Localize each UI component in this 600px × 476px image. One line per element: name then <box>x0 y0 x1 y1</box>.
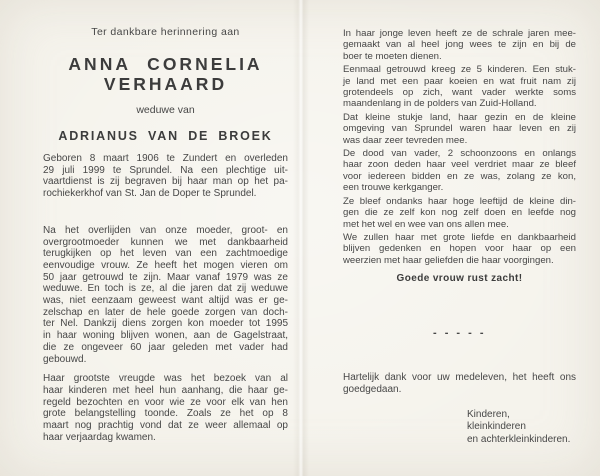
separator-dashes: - - - - - <box>432 327 487 340</box>
relation-label: weduwe van <box>136 104 195 116</box>
text-line: gemaakt van al heel jong wees te zijn en bij de <box>343 39 576 51</box>
deceased-name-line: VERHAARD <box>103 73 228 94</box>
text-line: Hartelijk dank voor uw medeleven, het heeft ons <box>343 372 576 384</box>
text-line: eenvoudige vrouw. Ze heeft het mogen vieren om <box>43 259 288 271</box>
text-line: regeld bezochten en voor wie ze voor elk van hen <box>43 396 288 408</box>
text-line: De dood van vader, 2 schoonzoons en onlangs <box>343 148 576 160</box>
text-line: overgrootmoeder kunnen we met dankbaarheid <box>43 236 288 248</box>
text-line: maart nog prachtig vond dat ze weer allemaal op <box>43 420 288 432</box>
text-line: grote belangstelling toonde. Zoals ze het op 8 <box>43 408 288 420</box>
signature-block <box>343 409 576 447</box>
text-line: rochiekerkhof van St. Jan de Doper te Sprundel. <box>43 188 257 200</box>
text-line: vaartdienst is zij begraven bij haar man op het pa- <box>43 176 288 188</box>
paragraph <box>343 28 576 62</box>
text-line: maandenlang in de polders van Zuid-Holland. <box>343 98 537 110</box>
text-line: Ze bleef ondanks haar hoge leeftijd de kleine din- <box>343 195 576 207</box>
text-line: Haar grootste vreugde was het bezoek van al <box>43 373 288 385</box>
text-line: met het wel en wee van ons allen mee. <box>343 218 509 230</box>
text-line: gen die ze zelf kon nog zelf doen en leefde nog <box>343 207 576 219</box>
left-page <box>43 0 288 443</box>
paragraph <box>343 64 576 110</box>
card-fold-line <box>293 0 309 476</box>
text-line: We zullen haar met grote liefde en dankbaarheid <box>343 231 576 243</box>
signature-line: Kinderen, <box>467 408 510 420</box>
left-biography <box>43 153 288 443</box>
paragraph <box>343 232 576 266</box>
deceased-name <box>43 55 288 94</box>
text-line: grotendeels op zich, want vader werkte soms <box>343 87 576 99</box>
text-line: Eenmaal getrouwd kreeg ze 5 kinderen. Een stuk- <box>343 64 576 76</box>
text-line: een trouwe kerkganger. <box>343 182 444 194</box>
text-line: haar verjaardag kwamen. <box>43 431 156 443</box>
text-line: in haar woning blijven wonen, aan de Gagelstraat, <box>43 330 288 342</box>
text-line: In haar jonge leven heeft ze de schrale jaren mee- <box>343 28 576 39</box>
paragraph <box>343 196 576 230</box>
deceased-name-line: ANNA CORNELIA <box>68 54 263 74</box>
text-line: was, niet eenzaam geweest want altijd was er ge- <box>43 295 288 307</box>
right-biography <box>343 28 576 266</box>
text-line: goedgedaan. <box>343 383 402 395</box>
text-line: Dat kleine stukje land, haar gezin en de kleine <box>343 111 576 123</box>
text-line: gebouwd. <box>43 353 87 365</box>
thanks-note <box>343 372 576 395</box>
paragraph <box>43 373 288 443</box>
paragraph <box>343 148 576 194</box>
text-line: die ze ongeveer 60 jaar geleden met vader had <box>43 341 288 353</box>
text-line: haar kinderen met heel hun aanhang, die haar ge- <box>43 384 288 396</box>
signature-line: en achterkleinkinderen. <box>467 434 571 446</box>
paragraph <box>343 112 576 146</box>
text-line: haar zoon deden haar veel verdriet maar ze bleef <box>343 159 576 171</box>
text-line: boer te moeten dienen. <box>343 50 442 62</box>
text-line: omgeving van Sprundel waren haar leven en zij <box>343 123 576 135</box>
text-line: terugkijken op het leven van een zachtmoedige <box>43 248 288 260</box>
paragraph <box>43 153 288 200</box>
text-line: ter Nel. Dankzij diens zorgen kon moeder tot 1995 <box>43 318 288 330</box>
intro-line: Ter dankbare herinnering aan <box>91 26 240 38</box>
paragraph <box>43 225 288 365</box>
paragraph <box>343 372 576 395</box>
text-line: blijven gedenken en hopen voor haar op een <box>343 243 576 255</box>
text-line: weduwe. En toch is ze, al die jaren dat zij weduwe <box>43 283 288 295</box>
husband-name: ADRIANUS VAN DE BROEK <box>58 129 273 143</box>
text-line: voor iedereen bidden en ze was, zolang ze kon, <box>343 170 576 182</box>
text-line: zelschap en later de hele goede zorgen van doch- <box>43 306 288 318</box>
text-line: Na het overlijden van onze moeder, groot- en <box>43 224 288 236</box>
text-line: 29 juli 1999 te Sprundel. Na een plechtige uit- <box>43 164 288 176</box>
right-page <box>343 0 576 447</box>
text-line: was daar zeer tevreden mee. <box>343 134 468 146</box>
closing-line: Goede vrouw rust zacht! <box>396 273 523 285</box>
text-line: 50 jaar getrouwd te zijn. Maar vanaf 1979 was ze <box>43 271 288 283</box>
text-line: weerzien met haar geliefden die haar voorgingen. <box>343 254 554 266</box>
signature-line: kleinkinderen <box>467 421 526 433</box>
text-line: je land met een paar koeien en wat fruit nam zij <box>343 75 576 87</box>
text-line: Geboren 8 maart 1906 te Zundert en overleden <box>43 153 288 164</box>
